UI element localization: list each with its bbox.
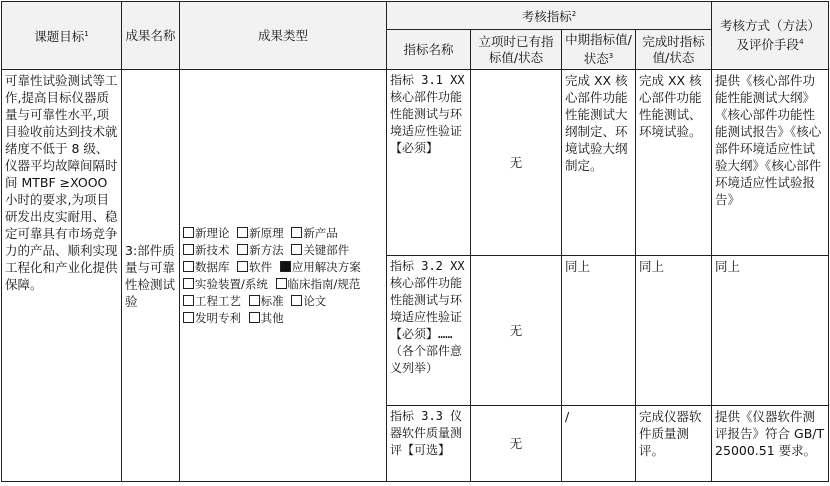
header-indicator-end: 完成时指标值/状态 — [636, 30, 712, 70]
result-type-label: 软件 — [249, 259, 273, 274]
checked-box-icon[interactable] — [280, 261, 291, 272]
header-goal — [2, 2, 122, 70]
result-type-option[interactable] — [237, 226, 284, 240]
header-result-name: 成果名称 — [122, 2, 180, 70]
result-name-cell: 3:部件质量与可靠性检测试验 — [122, 70, 180, 482]
indicator-name-cell: 指标 3.2 XX 核心部件功能性能测试与环境适应性验证【必须】……（各个部件意义列举） — [387, 256, 471, 406]
goal-cell: 可靠性试验测试等工作,提高目标仪器质量与可靠性水平,项目验收前达到技术就绪度不低于 8 级、仪器平均故障间隔时间 MTBF ≥XOOO 小时的要求,为项目研发出皮实耐用、稳定可靠具有市场竞争力的产品、顺利实现工程化和产业化提供保障。 — [2, 70, 122, 482]
result-type-label: 论文 — [303, 293, 327, 308]
checkbox-icon[interactable] — [249, 312, 260, 323]
checkbox-icon[interactable] — [291, 244, 302, 255]
result-type-label: 应用解决方案 — [291, 259, 361, 274]
checkbox-icon[interactable] — [237, 227, 248, 238]
indicator-mid-cell: / — [562, 406, 636, 482]
header-method — [712, 2, 829, 70]
result-type-option[interactable] — [183, 311, 241, 325]
result-type-label: 关键部件 — [303, 242, 350, 257]
header-goal-note: 1 — [84, 30, 89, 38]
indicator-name-cell: 指标 3.3 仪器软件质量测评【可选】 — [387, 406, 471, 482]
result-type-option[interactable] — [280, 260, 361, 274]
header-method-label: 考核方式（方法）及评价手段 — [720, 18, 821, 53]
result-type-option[interactable] — [249, 294, 284, 308]
indicator-mid-cell: 完成 XX 核心部件功能性能测试大纲制定、环境试验大纲制定。 — [562, 70, 636, 256]
indicator-end-cell: 同上 — [636, 256, 712, 406]
indicator-start-cell: 无 — [471, 256, 562, 406]
result-type-option[interactable] — [183, 277, 268, 291]
method-cell: 提供《核心部件功能性能测试大纲》《核心部件功能性能测试报告》《核心部件环境适应性试验大纲》《核心部件环境适应性试验报告》 — [712, 70, 829, 256]
result-type-option[interactable] — [183, 260, 230, 274]
header-indicators-note: 2 — [571, 9, 577, 18]
result-types-cell — [180, 70, 387, 482]
checkbox-icon[interactable] — [183, 261, 194, 272]
result-type-label: 发明专利 — [195, 310, 241, 325]
table-row — [2, 70, 829, 256]
checkbox-icon[interactable] — [291, 295, 302, 306]
checkbox-icon[interactable] — [249, 295, 260, 306]
header-indicators-label: 考核指标 — [521, 9, 572, 25]
method-cell: 同上 — [712, 256, 829, 406]
header-indicators — [387, 2, 712, 30]
result-type-label: 临床指南/规范 — [287, 276, 361, 291]
result-types-list — [183, 225, 383, 327]
header-indicator-name: 指标名称 — [387, 30, 471, 70]
checkbox-icon[interactable] — [237, 244, 248, 255]
result-type-label: 标准 — [260, 293, 284, 308]
result-type-label: 新原理 — [249, 225, 284, 240]
result-type-option[interactable] — [183, 226, 230, 240]
result-type-option[interactable] — [249, 311, 284, 325]
checkbox-icon[interactable] — [276, 278, 287, 289]
checkbox-icon[interactable] — [183, 295, 194, 306]
header-indicator-mid — [562, 30, 636, 70]
method-cell: 提供《仪器软件测评报告》符合 GB/T 25000.51 要求。 — [712, 406, 829, 482]
checkbox-icon[interactable] — [183, 244, 194, 255]
checkbox-icon[interactable] — [183, 312, 194, 323]
result-type-option[interactable] — [291, 226, 338, 240]
indicator-start-cell: 无 — [471, 406, 562, 482]
result-type-option[interactable] — [183, 243, 230, 257]
result-type-option[interactable] — [237, 260, 272, 274]
header-indicator-mid-note: 3 — [608, 52, 614, 60]
indicator-name-cell: 指标 3.1 XX 核心部件功能性能测试与环境适应性验证【必须】 — [387, 70, 471, 256]
checkbox-icon[interactable] — [291, 227, 302, 238]
result-type-label: 其他 — [260, 310, 284, 325]
result-type-label: 新理论 — [195, 225, 230, 240]
result-type-option[interactable] — [183, 294, 241, 308]
checkbox-icon[interactable] — [237, 261, 248, 272]
result-type-label: 数据库 — [195, 259, 230, 274]
indicator-mid-cell: 同上 — [562, 256, 636, 406]
result-type-label: 工程工艺 — [195, 293, 241, 308]
result-type-option[interactable] — [291, 294, 326, 308]
assessment-table — [1, 1, 829, 482]
header-method-note: 4 — [799, 38, 804, 46]
result-type-option[interactable] — [237, 243, 284, 257]
header-result-type: 成果类型 — [180, 2, 387, 70]
header-goal-label: 课题目标 — [34, 29, 85, 45]
checkbox-icon[interactable] — [183, 227, 194, 238]
header-indicator-start: 立项时已有指标值/状态 — [471, 30, 562, 70]
result-type-option[interactable] — [276, 277, 361, 291]
header-indicator-mid-label: 中期指标值/状态 — [565, 32, 632, 67]
checkbox-icon[interactable] — [183, 278, 194, 289]
result-type-label: 新技术 — [195, 242, 230, 257]
indicator-end-cell: 完成仪器软件质量测评。 — [636, 406, 712, 482]
result-type-label: 新方法 — [249, 242, 284, 257]
result-type-label: 新产品 — [303, 225, 338, 240]
indicator-end-cell: 完成 XX 核心部件功能性能测试、环境试验。 — [636, 70, 712, 256]
indicator-start-cell: 无 — [471, 70, 562, 256]
result-type-label: 实验装置/系统 — [195, 276, 268, 291]
result-type-option[interactable] — [291, 243, 349, 257]
